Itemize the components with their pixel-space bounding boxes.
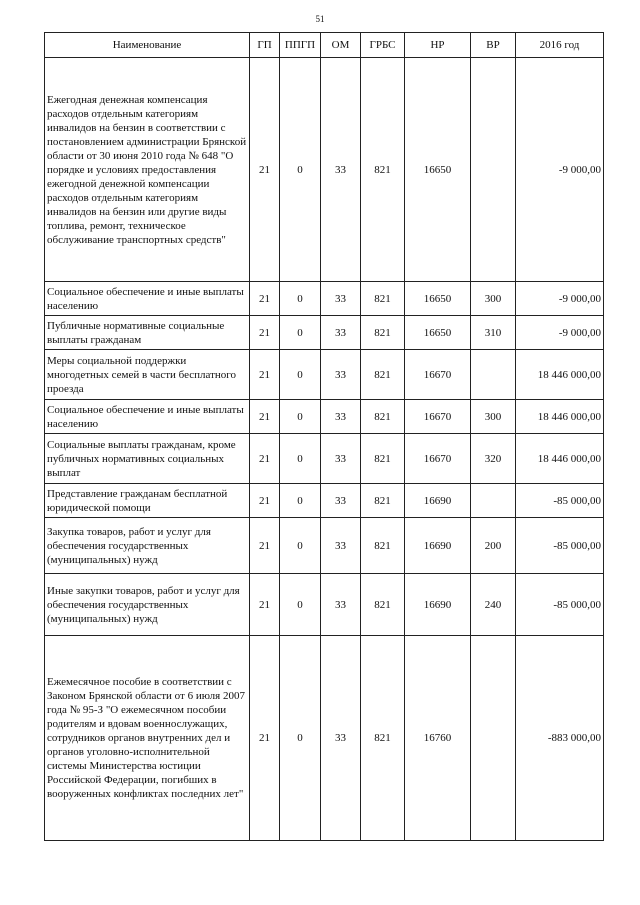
table-row (45, 282, 604, 316)
row-amount: -85 000,00 (516, 484, 604, 518)
row-nr: 16690 (405, 518, 471, 574)
row-gp: 21 (250, 58, 280, 282)
row-vr: 240 (471, 574, 516, 636)
row-ppgp: 0 (280, 282, 321, 316)
row-vr: 320 (471, 434, 516, 484)
row-om: 33 (321, 316, 361, 350)
row-nr: 16650 (405, 58, 471, 282)
row-name: Представление гражданам бесплатной юридической помощи (45, 484, 250, 518)
col-header-name: Наименование (45, 33, 250, 58)
row-nr: 16670 (405, 434, 471, 484)
row-nr: 16650 (405, 316, 471, 350)
table-row (45, 434, 604, 484)
row-grbs: 821 (361, 434, 405, 484)
row-grbs: 821 (361, 636, 405, 841)
row-name: Социальные выплаты гражданам, кроме публичных нормативных социальных выплат (45, 434, 250, 484)
row-grbs: 821 (361, 58, 405, 282)
row-grbs: 821 (361, 350, 405, 400)
row-name: Закупка товаров, работ и услуг для обеспечения государственных (муниципальных) нужд (45, 518, 250, 574)
table-row (45, 400, 604, 434)
row-om: 33 (321, 350, 361, 400)
row-amount: 18 446 000,00 (516, 400, 604, 434)
row-om: 33 (321, 282, 361, 316)
table-row (45, 350, 604, 400)
row-nr: 16760 (405, 636, 471, 841)
row-om: 33 (321, 636, 361, 841)
row-ppgp: 0 (280, 58, 321, 282)
table-row (45, 574, 604, 636)
row-gp: 21 (250, 282, 280, 316)
row-gp: 21 (250, 350, 280, 400)
row-vr (471, 484, 516, 518)
row-grbs: 821 (361, 518, 405, 574)
table-row (45, 58, 604, 282)
row-vr: 300 (471, 282, 516, 316)
col-header-ppgp: ППГП (280, 33, 321, 58)
col-header-nr: НР (405, 33, 471, 58)
row-ppgp: 0 (280, 518, 321, 574)
row-amount: -9 000,00 (516, 282, 604, 316)
row-nr: 16650 (405, 282, 471, 316)
row-vr: 200 (471, 518, 516, 574)
table-row (45, 484, 604, 518)
col-header-gp: ГП (250, 33, 280, 58)
row-ppgp: 0 (280, 434, 321, 484)
row-name: Социальное обеспечение и иные выплаты населению (45, 282, 250, 316)
row-name: Меры социальной поддержки многодетных семей в части бесплатного проезда (45, 350, 250, 400)
row-om: 33 (321, 484, 361, 518)
row-om: 33 (321, 574, 361, 636)
row-amount: -9 000,00 (516, 58, 604, 282)
row-name: Иные закупки товаров, работ и услуг для обеспечения государственных (муниципальных) нужд (45, 574, 250, 636)
row-grbs: 821 (361, 484, 405, 518)
row-ppgp: 0 (280, 400, 321, 434)
row-ppgp: 0 (280, 350, 321, 400)
table-row (45, 636, 604, 841)
col-header-year: 2016 год (516, 33, 604, 58)
row-ppgp: 0 (280, 316, 321, 350)
col-header-vr: ВР (471, 33, 516, 58)
row-gp: 21 (250, 434, 280, 484)
table-row (45, 518, 604, 574)
table-row (45, 316, 604, 350)
row-name: Социальное обеспечение и иные выплаты населению (45, 400, 250, 434)
row-grbs: 821 (361, 400, 405, 434)
row-amount: -85 000,00 (516, 574, 604, 636)
row-vr (471, 58, 516, 282)
row-amount: -85 000,00 (516, 518, 604, 574)
row-ppgp: 0 (280, 574, 321, 636)
row-vr (471, 636, 516, 841)
row-amount: 18 446 000,00 (516, 434, 604, 484)
row-nr: 16670 (405, 350, 471, 400)
row-amount: -9 000,00 (516, 316, 604, 350)
row-nr: 16690 (405, 484, 471, 518)
row-nr: 16690 (405, 574, 471, 636)
row-vr: 300 (471, 400, 516, 434)
row-name: Ежемесячное пособие в соответствии с Законом Брянской области от 6 июля 2007 года № 95-З "О ежемесячном пособии родителям и вдовам военнослужащих, сотрудников органов внутренних дел и органов уголовно-исполнительной системы Министерства юстиции Российской Федерации, погибших в вооруженных конфликтах последних лет" (45, 636, 250, 841)
row-name: Ежегодная денежная компенсация расходов отдельным категориям инвалидов на бензин в соответствии с постановлением администрации Брянской области от 30 июня 2010 года № 648 "О порядке и условиях предоставления ежегодной денежной компенсации расходов отдельным категориям инвалидов на бензин или другие виды топлива, ремонт, техническое обслуживание транспортных средств" (45, 58, 250, 282)
row-grbs: 821 (361, 574, 405, 636)
row-vr (471, 350, 516, 400)
row-gp: 21 (250, 518, 280, 574)
row-gp: 21 (250, 636, 280, 841)
row-gp: 21 (250, 574, 280, 636)
row-vr: 310 (471, 316, 516, 350)
row-gp: 21 (250, 400, 280, 434)
col-header-grbs: ГРБС (361, 33, 405, 58)
row-gp: 21 (250, 316, 280, 350)
row-grbs: 821 (361, 316, 405, 350)
row-grbs: 821 (361, 282, 405, 316)
header-row (45, 33, 604, 58)
row-om: 33 (321, 400, 361, 434)
budget-table (44, 32, 604, 841)
col-header-om: ОМ (321, 33, 361, 58)
row-amount: -883 000,00 (516, 636, 604, 841)
row-om: 33 (321, 58, 361, 282)
row-nr: 16670 (405, 400, 471, 434)
page-number: 51 (315, 14, 325, 24)
row-ppgp: 0 (280, 636, 321, 841)
row-ppgp: 0 (280, 484, 321, 518)
row-name: Публичные нормативные социальные выплаты гражданам (45, 316, 250, 350)
row-om: 33 (321, 434, 361, 484)
row-amount: 18 446 000,00 (516, 350, 604, 400)
row-gp: 21 (250, 484, 280, 518)
row-om: 33 (321, 518, 361, 574)
